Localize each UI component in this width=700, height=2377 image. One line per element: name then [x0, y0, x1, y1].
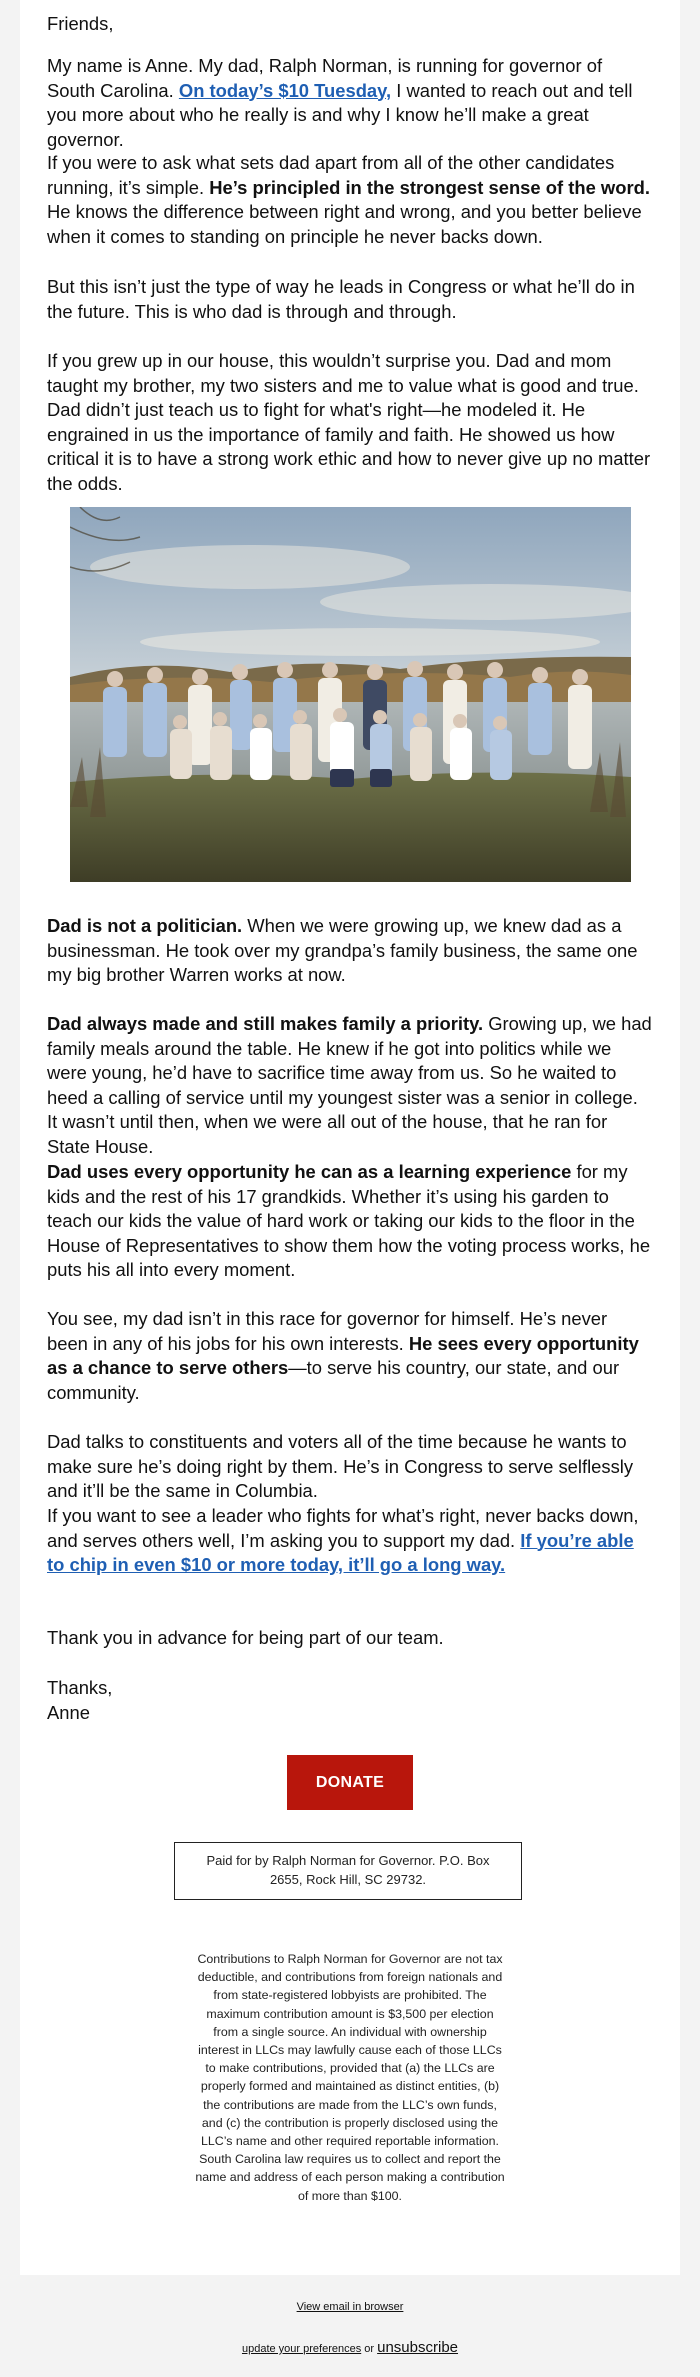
chip-in-link[interactable]: If you’re able to chip in even $10 or more today, it’ll go a long way.	[47, 1529, 634, 1575]
paragraph-not-politician: Dad is not a politician. When we were growing up, we knew dad as a businessman. He took over my grandpa’s family business, the same one my big brother Warren works at now.	[47, 915, 638, 985]
paragraph-learning: Dad uses every opportunity he can as a learning experience for my kids and the rest of his 17 grandkids. Whether it’s using his garden to teach our kids the value of hard work or taking our kids to the floor in the House of Representatives to show them how the voting process works, he puts his all into every moment.	[47, 1161, 651, 1280]
greeting: Friends,	[47, 13, 114, 34]
donate-button[interactable]: DONATE	[287, 1755, 413, 1810]
preferences-row	[0, 2339, 700, 2356]
paragraph-thanks: Thank you in advance for being part of our team.	[47, 1627, 444, 1648]
paragraph-serve-others: You see, my dad isn’t in this race for governor for himself. He’s never been in any of his jobs for his own interests. He sees every opportunity as a chance to serve others—to serve his country, our state, and our community.	[47, 1308, 639, 1403]
paid-for-box: Paid for by Ralph Norman for Governor. P.O. Box 2655, Rock Hill, SC 29732.	[174, 1842, 522, 1900]
paragraph-intro: My name is Anne. My dad, Ralph Norman, is running for governor of South Carolina. On today’s $10 Tuesday, I wanted to reach out and tell you more about who he really is and why I know he’ll make a great governor.	[47, 55, 633, 150]
legal-disclaimer: Contributions to Ralph Norman for Governor are not tax deductible, and contributions from foreign nationals and from state-registered lobbyists are prohibited. The maximum contribution amount is $3,500 per election from a single source. An individual with ownership interest in LLCs may lawfully cause each of those LLCs to make contributions, provided that (a) the LLCs are properly formed and maintained as distinct entities, (b) the contributions are made from the LLC’s own funds, and (c) the contribution is properly disclosed using the LLC’s name and other required reportable information. South Carolina law requires us to collect and report the name and address of each person making a contribution of more than $100.	[195, 1952, 505, 2203]
paragraph-upbringing: If you grew up in our house, this wouldn’t surprise you. Dad and mom taught my brother, my two sisters and me to value what is good and true. Dad didn’t just teach us to fight for what's right—he modeled it. He engrained in us the importance of family and faith. He showed us how critical it is to have a strong work ethic and how to never give up no matter the odds.	[47, 350, 651, 494]
update-preferences-link[interactable]: update your preferences	[241, 2343, 362, 2355]
paragraph-principled: If you were to ask what sets dad apart from all of the other candidates running, it’s simple. He’s principled in the strongest sense of the word. He knows the difference between right and wrong, and you better believe when it comes to standing on principle he never backs down.	[47, 152, 650, 247]
ten-dollar-tuesday-link[interactable]: On today’s $10 Tuesday,	[178, 79, 392, 101]
paragraph-through-and-through: But this isn’t just the type of way he leads in Congress or what he’ll do in the future. This is who dad is through and through.	[47, 276, 635, 322]
footer-or-text: or	[361, 2343, 378, 2355]
signature: Anne	[47, 1702, 90, 1723]
view-in-browser-row	[0, 2301, 700, 2313]
email-card	[20, 0, 680, 2275]
family-photo	[70, 507, 631, 882]
paragraph-family-priority: Dad always made and still makes family a priority. Growing up, we had family meals around the table. He knew if he got into politics while we were young, he’d have to sacrifice time away from us. So he waited to heed a calling of service until my youngest sister was a senior in college. It wasn’t until then, when we were all out of the house, that he ran for State House.	[47, 1013, 652, 1157]
paragraph-constituents: Dad talks to constituents and voters all of the time because he wants to make sure he’s doing right by them. He’s in Congress to serve selflessly and it’ll be the same in Columbia.	[47, 1431, 634, 1501]
view-email-in-browser-link[interactable]: View email in browser	[296, 2301, 404, 2313]
unsubscribe-link[interactable]: unsubscribe	[377, 2339, 459, 2356]
signoff: Thanks,	[47, 1677, 113, 1698]
paragraph-ask: If you want to see a leader who fights for what’s right, never backs down, and serves others well, I’m asking you to support my dad. If you’re able to chip in even $10 or more today, it’ll go a long way.	[47, 1505, 639, 1575]
